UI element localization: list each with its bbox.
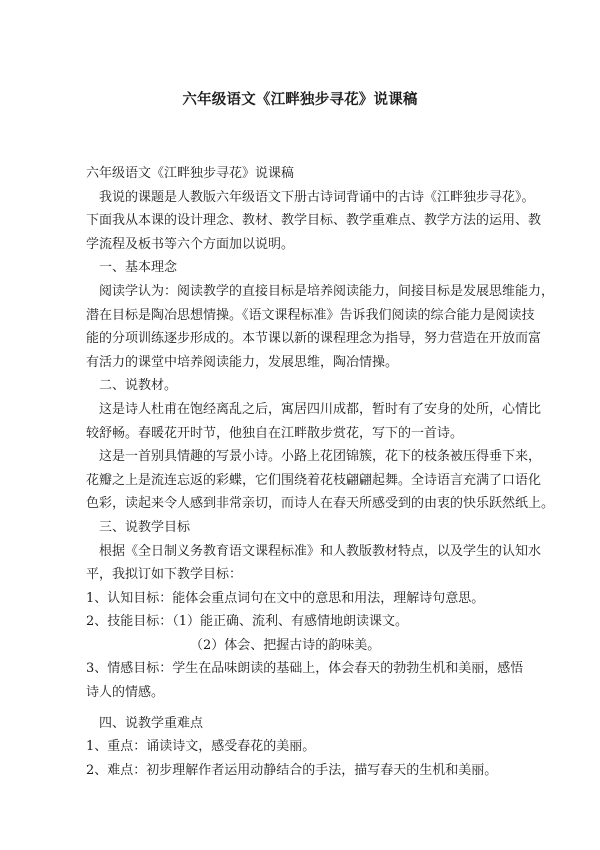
text-line: 平，我拟订如下教学目标： — [86, 567, 243, 583]
text-line: （2）体会、把握古诗的韵味美。 — [190, 637, 381, 653]
text-line: 我说的课题是人教版六年级语文下册古诗词背诵中的古诗《江畔独步寻花》。 — [99, 189, 535, 205]
text-line: 二、说教材。 — [99, 378, 178, 394]
text-line: 根据《全日制义务教育语文课程标准》和人教版教材特点，以及学生的认知水 — [99, 543, 542, 559]
document-title: 六年级语文《江畔独步寻花》说课稿 — [182, 91, 418, 108]
text-line: 潜在目标是陶冶思想情操。《语文课程标准》告诉我们阅读的综合能力是阅读技 — [86, 307, 535, 323]
text-line: 色彩，读起来令人感到非常亲切，而诗人在春天所感受到的由衷的快乐跃然纸上。 — [86, 496, 555, 512]
text-line: 较舒畅。春暖花开时节，他独自在江畔散步赏花，写下的一首诗。 — [86, 425, 464, 441]
text-line: 有活力的课堂中培养阅读能力，发展思维，陶冶情操。 — [86, 354, 399, 370]
text-line: 三、说教学目标 — [99, 519, 191, 535]
text-line: 花瓣之上是流连忘返的彩蝶，它们围绕着花枝翩翩起舞。全诗语言充满了口语化 — [86, 472, 542, 488]
text-line: 2、难点：初步理解作者运用动静结合的手法，描写春天的生机和美丽。 — [86, 762, 498, 778]
text-line: 六年级语文《江畔独步寻花》说课稿 — [86, 166, 295, 181]
text-line: 阅读学认为：阅读教学的直接目标是培养阅读能力，间接目标是发展思维能力， — [99, 283, 555, 299]
text-line: 能的分项训练逐步形成的。本节课以新的课程理念为指导，努力营造在开放而富 — [86, 331, 542, 347]
text-line: 这是诗人杜甫在饱经离乱之后，寓居四川成都，暂时有了安身的处所，心情比 — [99, 401, 542, 417]
text-line: 2、技能目标：（1）能正确、流利、有感情地朗读课文。 — [86, 614, 409, 630]
text-line: 四、说教学重难点 — [99, 715, 204, 731]
text-line: 学流程及板书等六个方面加以说明。 — [86, 236, 295, 252]
text-line: 这是一首别具情趣的写景小诗。小路上花团锦簇，花下的枝条被压得垂下来， — [99, 449, 542, 465]
text-line: 一、基本理念 — [99, 260, 178, 276]
document-body — [86, 162, 555, 782]
text-line: 1、重点：诵读诗文，感受春花的美丽。 — [86, 739, 316, 755]
text-line: 诗人的情感。 — [86, 685, 165, 701]
text-line: 1、认知目标：能体会重点词句在文中的意思和用法，理解诗句意思。 — [86, 590, 485, 606]
text-line: 3、情感目标：学生在品味朗读的基础上，体会春天的勃勃生机和美丽，感悟 — [86, 661, 524, 677]
text-line: 下面我从本课的设计理念、教材、教学目标、教学重难点、教学方法的运用、教 — [86, 213, 542, 229]
